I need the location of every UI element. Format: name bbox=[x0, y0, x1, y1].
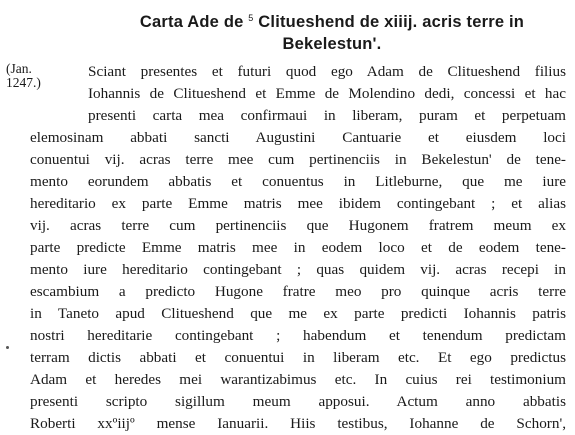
text-line: hereditario ex parte Emme matris mee ibidem contingebant ; et alias bbox=[30, 195, 566, 212]
text-line: presenti carta mea confirmaui in liberam, puram et perpetuam bbox=[88, 107, 566, 124]
marginal-date-year: 1247.) bbox=[6, 75, 41, 90]
text-line: conuentui vij. acras terre mee cum pertinenciis in Bekelestun' de tene- bbox=[30, 151, 566, 168]
title-suffix: Clitueshend de xiiij. acris terre in bbox=[258, 13, 525, 31]
text-line: nostri hereditarie contingebant ; habendum et tenendum predictam bbox=[30, 327, 566, 344]
text-line: mento iure hereditario contingebant ; quas quidem vij. acras recepi in bbox=[30, 261, 566, 278]
text-line: parte predicte Emme matris mee in eodem loco et de eodem tene- bbox=[30, 239, 566, 256]
text-line: Sciant presentes et futuri quod ego Adam de Clitueshend filius bbox=[88, 63, 566, 80]
text-line: terram dictis abbati et conuentui in liberam etc. Et ego predictus bbox=[30, 349, 566, 366]
text-line: Iohannis de Clitueshend et Emme de Molendino dedi, concessi et hac bbox=[88, 85, 566, 102]
footnote-marker: 5 bbox=[248, 13, 254, 23]
marginal-date-month: (Jan. bbox=[6, 61, 32, 76]
text-line: mento eorundem abbatis et conuentus in Litleburne, que me iure bbox=[30, 173, 566, 190]
title-prefix: Carta Ade de bbox=[139, 13, 244, 31]
text-line: Roberti xxºiijº mense Ianuarii. Hiis testibus, Iohanne de Schorn', bbox=[30, 415, 566, 432]
charter-title-line-1 bbox=[112, 11, 552, 35]
text-line: elemosinam abbati sancti Augustini Cantuarie et eiusdem loci bbox=[30, 129, 566, 146]
text-line: presenti scripto sigillum meum apposui. Actum anno abbatis bbox=[30, 393, 566, 410]
text-line: Adam et heredes mei warantizabimus etc. In cuius rei testimonium bbox=[30, 371, 566, 388]
charter-title-line-2: Bekelestun'. bbox=[282, 35, 382, 53]
text-line: vij. acras terre cum pertinenciis que Hugonem fratrem meum ex bbox=[30, 217, 566, 234]
margin-mark bbox=[6, 346, 9, 349]
text-line: in Taneto apud Clitueshend que me ex parte predicti Iohannis patris bbox=[30, 305, 566, 322]
text-line: escambium a predicto Hugone fratre meo pro quinque acris terre bbox=[30, 283, 566, 300]
